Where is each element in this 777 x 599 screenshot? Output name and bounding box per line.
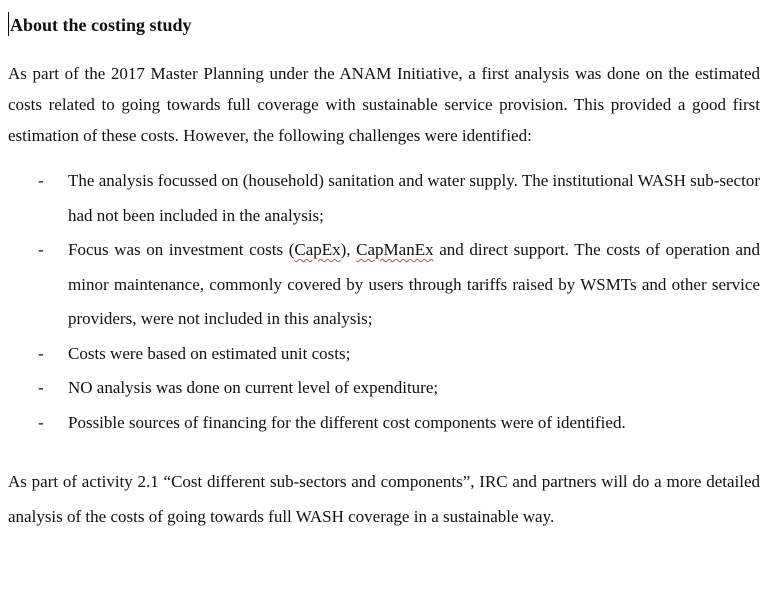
list-item bbox=[0, 233, 760, 337]
list-item bbox=[0, 164, 760, 233]
bullet-marker: - bbox=[38, 171, 44, 190]
list-item bbox=[0, 371, 760, 406]
list-item-text: Possible sources of financing for the different cost components were of identified. bbox=[68, 412, 626, 432]
closing-paragraph: As part of activity 2.1 “Cost different sub-sectors and components”, IRC and partners will do a more detailed analysis of the costs of going towards full WASH coverage in a sustainable way. bbox=[8, 472, 760, 526]
challenges-list bbox=[0, 164, 777, 440]
list-item-text-between: ), bbox=[340, 240, 357, 259]
bullet-marker: - bbox=[38, 240, 44, 259]
list-item bbox=[0, 337, 760, 372]
list-item-text: The analysis focussed on (household) sanitation and water supply. The institutional WASH sub-sector had not been included in the analysis; bbox=[68, 171, 760, 225]
list-item-text: NO analysis was done on current level of expenditure; bbox=[68, 378, 439, 397]
bullet-marker: - bbox=[38, 343, 44, 363]
list-item-text-before: Focus was on investment costs ( bbox=[68, 240, 295, 259]
text-cursor bbox=[8, 12, 9, 36]
spelling-flagged-term[interactable]: CapEx bbox=[294, 240, 341, 259]
list-item-text-after: and direct support. The costs of operation and minor maintenance, commonly covered by users through tariffs raised by WSMTs and other service providers, were not included in this analysis; bbox=[68, 240, 760, 328]
intro-paragraph: As part of the 2017 Master Planning under the ANAM Initiative, a first analysis was done on the estimated costs related to going towards full coverage with sustainable service provision. This provided a good first estimation of these costs. However, the following challenges were identified: bbox=[8, 64, 760, 145]
list-item-text: Costs were based on estimated unit costs; bbox=[68, 343, 351, 363]
document-heading: About the costing study bbox=[10, 15, 192, 35]
list-item bbox=[0, 406, 760, 441]
bullet-marker: - bbox=[38, 378, 44, 397]
spelling-flagged-term[interactable]: CapManEx bbox=[356, 240, 434, 259]
bullet-marker: - bbox=[38, 412, 44, 432]
